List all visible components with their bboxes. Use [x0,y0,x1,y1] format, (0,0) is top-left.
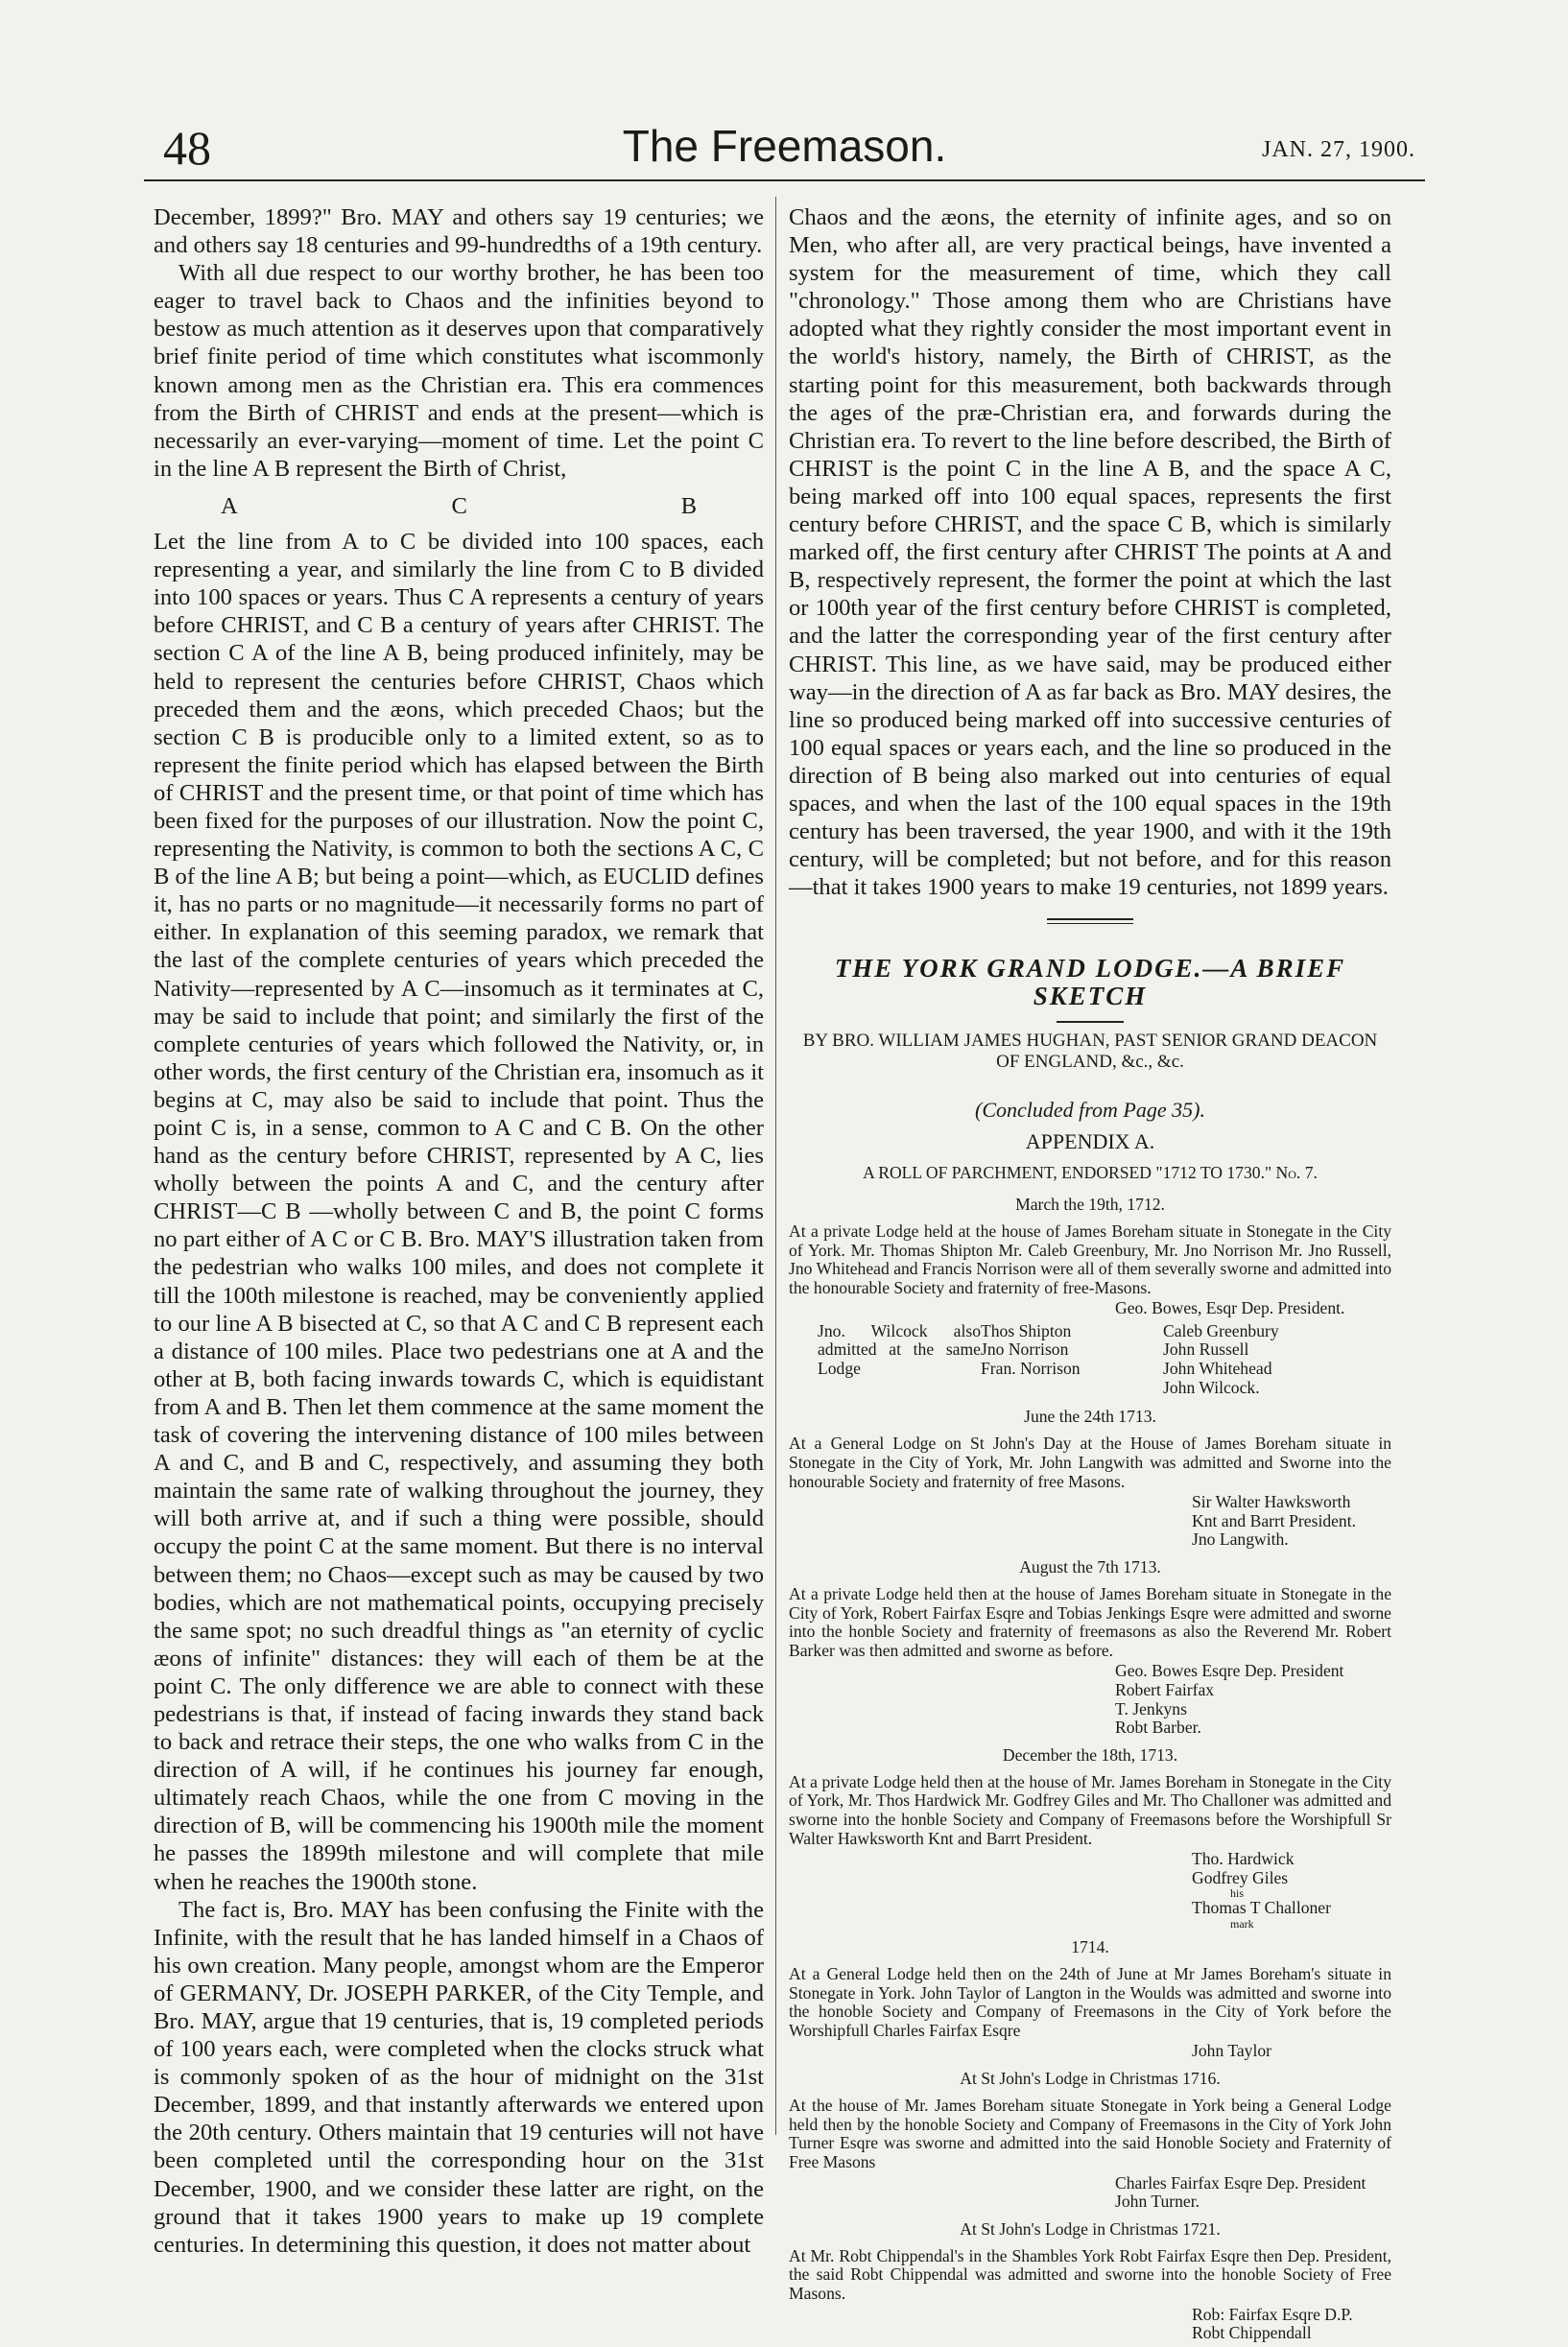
entry-date-2: June the 24th 1713. [1024,1407,1156,1427]
signature-1-head: Geo. Bowes, Esqr Dep. President. [1115,1298,1345,1318]
entry-date-4: December the 18th, 1713. [1002,1744,1178,1765]
entry-7: At Mr. Robt Chippendal's in the Shambles York Robt Fairfax Esqre then Dep. President, the said Robt Chippendal was admitted and sworne into the honoble Society of Free Masons. [789,2245,1391,2303]
right-column [789,203,1391,2347]
signature-1-col2: Thos Shipton Jno Norrison Fran. Norrison [981,1320,1081,1379]
signature-1-col3: Caleb Greenbury John Russell John Whitehead John Wilcock. [1163,1320,1279,1397]
point-b-label: B [680,492,697,519]
signature-1-grid [818,1322,1391,1397]
issue-date: JAN. 27, 1900. [1261,137,1415,162]
left-paragraph-1: December, 1899?" Bro. MAY and others say 19 centuries; we and others say 18 centuries and 99-hundredths of a 19th century. [154,204,764,259]
entry-2: At a General Lodge on St John's Day at the House of James Boreham situate in Stonegate in the City of York, Mr. John Langwith was admitted and Sworne into the honourable Society and fraternity of free Masons. [789,1434,1391,1491]
article-title: THE YORK GRAND LODGE.—A BRIEF SKETCH [834,954,1346,1011]
point-a-label: A [221,492,238,519]
left-column [154,203,764,2259]
page-header [144,120,1425,178]
signature-4: Tho. Hardwick Godfrey Giles his Thomas T Challoner mark [1192,1849,1331,1931]
article-separator [1047,918,1133,924]
byline [789,1031,1391,1073]
signature-7: Rob: Fairfax Esqre D.P. Robt Chippendall [1192,2304,1353,2343]
byline-line-2: OF ENGLAND, &c., &c. [996,1051,1184,1072]
concluded-note: (Concluded from Page 35). [975,1097,1205,1122]
left-paragraph-4: The fact is, Bro. MAY has been confusing the Finite with the Infinite, with the result that he has landed himself in a Chaos of his own creation. Many people, amongst whom are the Emperor of GERMANY, Dr. JOSEPH PARKER, of the City Temple, and Bro. MAY, argue that 19 centuries, that is, 19 completed periods of 100 years each, were completed when the clocks struck what is commonly spoken of as the hour of midnight on the 31st December, 1899, and that instantly afterwards we entered upon the 20th century. Others maintain that 19 centuries will not have been completed until the corresponding hour on the 31st December, 1900, and we consider these latter are right, on the ground that it takes 1900 years to make up 19 complete centuries. In determining this question, it does not matter about [154,1896,764,2258]
signature-1-note: Jno. Wilcock also admitted at the same Lodge [818,1320,981,1379]
point-c-label: C [451,492,467,519]
left-paragraph-2: With all due respect to our worthy brother, he has been too eager to travel back to Chaos and the infinities beyond to bestow as much attention as it deserves upon that comparatively brief finite period of time which constitutes what iscommonly known among men as the Christian era. This era commences from the Birth of CHRIST and ends at the present—which is necessarily an ever-varying—moment of time. Let the point C in the line A B represent the Birth of Christ, [154,260,764,482]
entry-4: At a private Lodge held then at the house of Mr. James Boreham in Stonegate in the City of York, Mr. Thos Hardwick Mr. Godfrey Giles and Mr. Tho Challoner was admitted and sworne into the honble Society and Company of Freemasons before the Worshipfull Sr Walter Hawksworth Knt and Barrt President. [789,1771,1391,1848]
appendix-heading: APPENDIX A. [1025,1128,1155,1153]
left-paragraph-3: Let the line from A to C be divided into 100 spaces, each representing a year, and similarly the line from C to B divided into 100 spaces or years. Thus C A represents a century of years before CHRIST, and C B a century of years after CHRIST. The section C A of the line A B, being produced infinitely, may be held to represent the centuries before CHRIST, Chaos which preceded them and the æons, which preceded Chaos; but the section C B is producible only to a limited extent, so as to represent the finite period which has elapsed between the Birth of CHRIST and the present time, or that point of time which has been fixed for the purposes of our illustration. Now the point C, representing the Nativity, is common to both the sections A C, C B of the line A B; but being a point—which, as EUCLID defines it, has no parts or no magnitude—it necessarily forms no part of either. In explanation of this seeming paradox, we remark that the last of the complete centuries of years which preceded the Nativity—represented by A C—insomuch as it terminates at C, may be said to include that point; and similarly the first of the complete centuries of years which followed the Nativity, or, in other words, the first century of the Christian era, insomuch as it begins at C, may also be said to include that point. Thus the point C is, in a sense, common to A C and C B. On the other hand as the century before CHRIST, represented by A C, lies wholly between the points A and C, and the century after CHRIST—C B —wholly between C and B, the point C forms no part either of A C or C B. Bro. MAY'S illustration taken from the pedestrian who walks 100 miles, and does not complete it till the 100th milestone is reached, may be conveniently applied to our line A B bisected at C, so that A C and C B represent each a distance of 100 miles. Place two pedestrians one at A and the other at B, both facing inwards towards C, which is equidistant from A and B. Then let them commence at the same moment the task of covering the intervening distance of 100 miles between A and C, and B and C, respectively, and assuming they both maintain the same rate of walking throughout the journey, they will both arrive at, and if such a thing were possible, should occupy the point C at the same moment. But there is no interval between them; no Chaos—except such as may be caused by two bodies, which are not mathematical points, occupying precisely the same spot; no such dreadful things as "an eternity of cyclic æons of infinite" distances: they will each of them be at the point C. The only difference we are able to connect with these pedestrians is that, if instead of facing inwards they stand back to back and retrace their steps, the one who walks from C in the direction of A will, if he continues his journey far enough, ultimately reach Chaos, while the one from C moving in the direction of B, will be commencing his 1900th mile the moment he passes the 1899th milestone and will complete that mile when he reaches the 1900th stone. [154,529,764,1895]
title-rule [1057,1021,1124,1023]
entry-date-3: August the 7th 1713. [1019,1556,1161,1577]
entry-date-5: 1714. [1071,1937,1109,1956]
entry-date-1: March the 19th, 1712. [1015,1194,1165,1214]
roll-caption: A ROLL OF PARCHMENT, ENDORSED "1712 TO 1730." No. 7. [863,1162,1318,1182]
column-divider [775,197,776,2135]
entry-1: At a private Lodge held at the house of James Boreham situate in Stonegate in the City of York. Mr. Thomas Shipton Mr. Caleb Greenbury, Mr. Jno Norrison Mr. Jno Russell, Jno Whitehead and Francis Norrison were all of them severally sworne and admitted into the honourable Society and fraternity of free-Masons. [789,1221,1391,1297]
entry-date-7: At St John's Lodge in Christmas 1721. [960,2218,1221,2239]
entry-6: At the house of Mr. James Boreham situate Stonegate in York being a General Lodge held then by the honoble Society and Company of Freemasons in the City of York John Turner Esqre was sworne and admitted into the said Honoble Society and Fraternity of Free Masons [789,2096,1391,2171]
entry-date-6: At St John's Lodge in Christmas 1716. [960,2069,1221,2089]
entry-5: At a General Lodge held then on the 24th of June at Mr James Boreham's situate in Stonegate in York. John Taylor of Langton in the Woulds was admitted and sworne into the honoble Society and Company of Freemasons in the City of York before the Worshipfull Charles Fairfax Esqre [789,1964,1391,2040]
signature-6: Charles Fairfax Esqre Dep. President John Turner. [1115,2172,1366,2212]
masthead: The Freemason. [622,121,947,171]
line-ab-diagram [221,492,697,520]
signature-3: Geo. Bowes Esqre Dep. President Robert Fairfax T. Jenkyns Robt Barber. [1115,1661,1344,1738]
page-number: 48 [163,121,211,175]
right-paragraph-1: Chaos and the æons, the eternity of infinite ages, and so on Men, who after all, are very practical beings, have invented a system for the measurement of time, which they call "chronology." Those among them who are Christians have adopted what they rightly consider the most important event in the world's history, namely, the Birth of CHRIST, as the starting point for this measurement, both backwards through the ages of the præ-Christian era, and forwards during the Christian era. To revert to the line before described, the Birth of CHRIST is the point C in the line A B, and the space A C, being marked off into 100 equal spaces, represents the first century before CHRIST, and the space C B, which is similarly marked off, the first century after CHRIST The points at A and B, respectively represent, the former the point at which the last or 100th year of the first century before CHRIST is completed, and the latter the corresponding year of the first century after CHRIST. This line, as we have said, may be produced either way—in the direction of A as far back as Bro. MAY desires, the line so produced being marked off into successive centuries of 100 equal spaces or years each, and the line so produced in the direction of B being also marked out into centuries of equal spaces, and when the last of the 100 equal spaces in the 19th century has been traversed, the year 1900, and with it the 19th century, will be completed; but not before, and for this reason—that it takes 1900 years to make 19 centuries, not 1899 years. [789,204,1391,901]
signature-2: Sir Walter Hawksworth Knt and Barrt President. Jno Langwith. [1192,1492,1357,1550]
entry-3: At a private Lodge held then at the house of James Boreham situate in Stonegate in the City of York, Robert Fairfax Esqre and Tobias Jenkings Esqre were admitted and sworne into the honble Society and fraternity of freemasons as also the Reverend Mr. Robert Barker was then admitted and sworne as before. [789,1584,1391,1660]
signature-5: John Taylor [1192,2041,1271,2061]
byline-line-1: BY BRO. WILLIAM JAMES HUGHAN, PAST SENIOR GRAND DEACON [802,1030,1378,1051]
header-rule [144,179,1425,181]
